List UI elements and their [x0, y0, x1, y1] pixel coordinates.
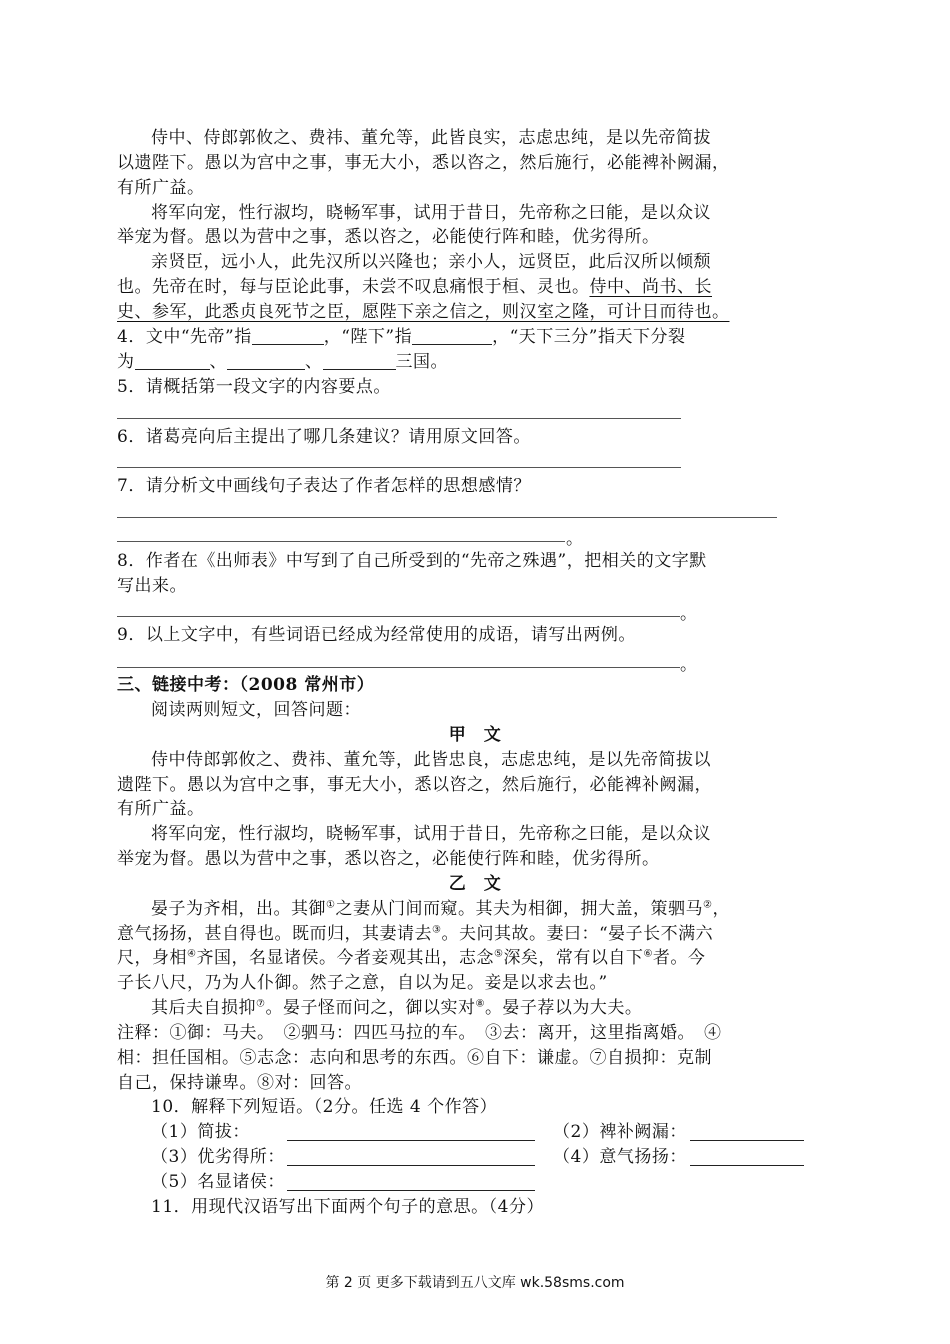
- footnote-marker: ①: [326, 899, 336, 911]
- q10-item-2: （2）裨补阙漏：: [553, 1122, 687, 1142]
- question-11: 11．用现代汉语写出下面两个句子的意思。（4分）: [151, 1197, 544, 1217]
- yi-text: 者。今: [652, 948, 706, 968]
- yi-text: 尺，身相: [117, 948, 187, 968]
- answer-blank[interactable]: [252, 327, 324, 345]
- yi-line: 子长八尺，乃为人仆御。然子之意，自以为足。妾是以求去也。”: [117, 973, 608, 993]
- answer-line[interactable]: [287, 1140, 535, 1141]
- answer-line[interactable]: [287, 1190, 535, 1191]
- answer-line[interactable]: [117, 467, 681, 468]
- footnote-marker: ⑤: [493, 948, 504, 960]
- period: 。: [566, 529, 583, 549]
- section-intro: 阅读两则短文，回答问题：: [151, 700, 361, 720]
- passage-line: 亲贤臣，远小人，此先汉所以兴隆也；亲小人，远贤臣，此后汉所以倾颓: [151, 252, 711, 272]
- section-heading: 三、链接中考：（2008 常州市）: [117, 675, 375, 695]
- q10-item-4: （4）意气扬扬：: [553, 1147, 687, 1167]
- yi-text: 意气扬扬，甚自得也。既而归，其妻请去: [117, 924, 432, 944]
- yi-text: 之妻从门间而窥。其夫为相御，拥大盖，策驷马: [335, 899, 703, 919]
- footnote-marker: ③: [432, 924, 442, 936]
- passage-line: 侍中、侍郎郭攸之、费祎、董允等，此皆良实，志虑忠纯，是以先帝简拔: [151, 128, 711, 148]
- answer-blank[interactable]: [412, 327, 492, 345]
- question-5: 5．请概括第一段文字的内容要点。: [117, 377, 391, 397]
- yi-text: 深矣，常有以自下: [503, 948, 644, 968]
- jia-line: 将军向宠，性行淑均，晓畅军事，试用于昔日，先帝称之曰能，是以众议: [151, 824, 711, 844]
- q4-text: ，“天下三分”指天下分裂: [492, 327, 686, 347]
- q4-text: 为: [117, 352, 135, 372]
- jia-line: 遗陛下。愚以为宫中之事，事无大小，悉以咨之，然后施行，必能裨补阙漏，: [117, 775, 712, 795]
- passage-line: 以遗陛下。愚以为宫中之事，事无大小，悉以咨之，然后施行，必能裨补阙漏，: [117, 153, 730, 173]
- answer-line[interactable]: [690, 1165, 804, 1166]
- q10-item-1: （1）简拔：: [151, 1122, 250, 1142]
- passage-line: [117, 275, 712, 299]
- period: 。: [680, 604, 697, 624]
- yi-text: 。晏子怪而问之，御以实对: [265, 998, 476, 1018]
- notes-line: 自己，保持谦卑。⑧对：回答。: [117, 1073, 362, 1093]
- question-10: 10．解释下列短语。（2分。任选 4 个作答）: [151, 1097, 498, 1117]
- yi-text: 晏子为齐相，出。其御: [151, 899, 326, 919]
- q4-text: 、: [305, 352, 323, 372]
- answer-line[interactable]: [117, 667, 680, 668]
- yi-line: [117, 946, 705, 970]
- answer-blank[interactable]: [323, 352, 396, 370]
- jia-line: 举宠为督。愚以为营中之事，悉以咨之，必能使行阵和睦，优劣得所。: [117, 849, 660, 869]
- jia-line: 有所广益。: [117, 799, 205, 819]
- answer-line[interactable]: [287, 1165, 535, 1166]
- yi-title: 乙 文: [448, 874, 502, 894]
- q10-item-3: （3）优劣得所：: [151, 1147, 285, 1167]
- question-9: 9．以上文字中，有些词语已经成为经常使用的成语，请写出两例。: [117, 625, 636, 645]
- q4-text: ，“陛下”指: [323, 327, 413, 347]
- yi-line: [151, 996, 642, 1020]
- question-4-line2: [117, 350, 448, 374]
- question-6: 6．诸葛亮向后主提出了哪几条建议？请用原文回答。: [117, 427, 531, 447]
- answer-line[interactable]: [117, 418, 681, 419]
- yi-text: 。晏子荐以为大夫。: [484, 998, 643, 1018]
- passage-line: 有所广益。: [117, 178, 205, 198]
- jia-title: 甲 文: [448, 725, 502, 745]
- underlined-sentence: 侍中、尚书、长: [589, 277, 712, 297]
- yi-text: ，: [712, 899, 730, 919]
- footnote-marker: ④: [187, 948, 197, 960]
- page-footer: 第 2 页 更多下载请到五八文库 wk.58sms.com: [325, 1275, 625, 1291]
- passage-line: 举宠为督。愚以为营中之事，悉以咨之，必能使行阵和睦，优劣得所。: [117, 227, 660, 247]
- footnote-marker: ⑦: [256, 998, 266, 1010]
- q4-text: 、: [209, 352, 227, 372]
- answer-line[interactable]: [117, 616, 680, 617]
- yi-line: [151, 897, 730, 921]
- answer-blank[interactable]: [135, 352, 210, 370]
- passage-line: 将军向宠，性行淑均，晓畅军事，试用于昔日，先帝称之曰能，是以众议: [151, 203, 711, 223]
- question-8-line2: 写出来。: [117, 576, 187, 596]
- question-7: 7．请分析文中画线句子表达了作者怎样的思想感情？: [117, 476, 531, 496]
- yi-text: 。夫问其故。妻曰：“晏子长不满六: [441, 924, 714, 944]
- answer-line[interactable]: [117, 517, 777, 518]
- answer-line[interactable]: [117, 541, 565, 542]
- period: 。: [680, 655, 697, 675]
- q4-text: 三国。: [395, 352, 448, 372]
- question-8: 8．作者在《出师表》中写到了自己所受到的“先帝之殊遇”，把相关的文字默: [117, 551, 707, 571]
- question-4: [117, 325, 685, 349]
- yi-text: 其后夫自损抑: [151, 998, 256, 1018]
- footnote-marker: ⑧: [475, 998, 485, 1010]
- notes-line: 相：担任国相。⑤志念：志向和思考的东西。⑥自下：谦虚。⑦自损抑：克制: [117, 1048, 712, 1068]
- yi-line: [117, 922, 713, 946]
- answer-line[interactable]: [690, 1140, 804, 1141]
- underlined-sentence: 史、参军，此悉贞良死节之臣，愿陛下亲之信之，则汉室之隆，可计日而待也。: [117, 302, 730, 322]
- jia-line: 侍中侍郎郭攸之、费祎、董允等，此皆忠良，志虑忠纯，是以先帝简拔以: [151, 750, 711, 770]
- passage-text: 也。先帝在时，每与臣论此事，未尝不叹息痛恨于桓、灵也。: [117, 277, 590, 297]
- q10-item-5: （5）名显诸侯：: [151, 1172, 285, 1192]
- footnote-marker: ⑥: [643, 948, 653, 960]
- footnote-marker: ②: [702, 899, 713, 911]
- q4-text: 4．文中“先帝”指: [117, 327, 252, 347]
- notes-line: 注释：①御：马夫。 ②驷马：四匹马拉的车。 ③去：离开，这里指离婚。 ④: [117, 1023, 722, 1043]
- yi-text: 齐国，名显诸侯。今者妾观其出，志念: [196, 948, 494, 968]
- answer-blank[interactable]: [227, 352, 305, 370]
